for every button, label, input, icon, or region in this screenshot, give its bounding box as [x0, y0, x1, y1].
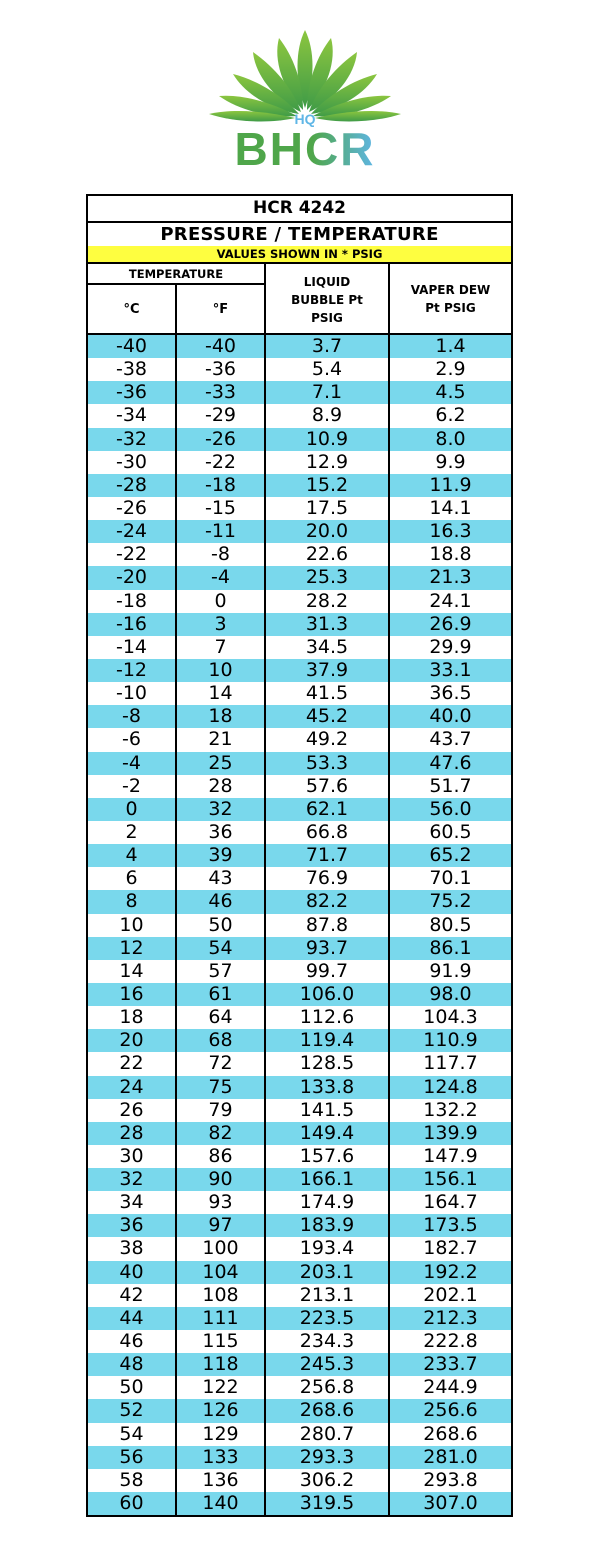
celsius-cell: -22	[88, 543, 177, 566]
fahrenheit-cell: 72	[177, 1052, 266, 1075]
vapor-psig-cell: 24.1	[429, 589, 472, 612]
celsius-cell: 30	[88, 1145, 177, 1168]
vapor-psig-cell: 56.0	[429, 797, 472, 820]
liquid-psig-cell: 193.4	[266, 1237, 390, 1260]
liquid-psig-cell: 306.2	[266, 1469, 390, 1492]
vapor-psig-cell: 11.9	[429, 473, 472, 496]
table-header	[88, 264, 511, 335]
pressure-temperature-chart	[86, 194, 513, 1517]
celsius-cell: 4	[88, 844, 177, 867]
celsius-cell: 32	[88, 1168, 177, 1191]
vapor-psig-cell: 139.9	[423, 1121, 478, 1144]
fahrenheit-cell: 0	[177, 590, 266, 613]
fahrenheit-cell: -26	[177, 428, 266, 451]
fahrenheit-cell: 126	[177, 1399, 266, 1422]
fahrenheit-cell: -11	[177, 520, 266, 543]
celsius-cell: 38	[88, 1237, 177, 1260]
liquid-psig-cell: 76.9	[266, 867, 390, 890]
liquid-psig-cell: 112.6	[266, 1006, 390, 1029]
table-row	[88, 590, 511, 613]
vapor-psig-cell: 47.6	[429, 751, 472, 774]
table-row	[88, 566, 511, 589]
fahrenheit-cell: 7	[177, 636, 266, 659]
vapor-psig-cell: 43.7	[429, 728, 472, 751]
fahrenheit-cell: 129	[177, 1423, 266, 1446]
fahrenheit-cell: 100	[177, 1237, 266, 1260]
fahrenheit-cell: 82	[177, 1122, 266, 1145]
vapor-psig-cell: 21.3	[429, 566, 472, 589]
fahrenheit-cell: 50	[177, 914, 266, 937]
liquid-header-line: LIQUID	[303, 274, 351, 289]
fahrenheit-cell: 14	[177, 682, 266, 705]
fahrenheit-cell: -22	[177, 451, 266, 474]
liquid-bubble-header	[266, 264, 390, 333]
fahrenheit-cell: 43	[177, 867, 266, 890]
leaf-logo-icon	[195, 30, 415, 170]
liquid-psig-cell: 174.9	[266, 1191, 390, 1214]
celsius-cell: -24	[88, 520, 177, 543]
celsius-cell: 52	[88, 1399, 177, 1422]
vapor-psig-cell: 80.5	[429, 913, 472, 936]
vapor-psig-cell: 1.4	[435, 335, 466, 357]
liquid-psig-cell: 149.4	[266, 1122, 390, 1145]
table-row	[88, 1261, 511, 1284]
table-row	[88, 1492, 511, 1515]
fahrenheit-cell: -15	[177, 497, 266, 520]
vapor-psig-cell: 132.2	[423, 1098, 478, 1121]
table-row	[88, 1376, 511, 1399]
liquid-psig-cell: 119.4	[266, 1029, 390, 1052]
celsius-cell: 36	[88, 1214, 177, 1237]
table-row	[88, 867, 511, 890]
fahrenheit-cell: 39	[177, 844, 266, 867]
celsius-cell: 44	[88, 1307, 177, 1330]
liquid-psig-cell: 28.2	[266, 590, 390, 613]
table-row	[88, 659, 511, 682]
table-row	[88, 497, 511, 520]
vapor-psig-cell: 40.0	[429, 705, 472, 728]
vapor-psig-cell: 16.3	[429, 520, 472, 543]
table-row	[88, 1076, 511, 1099]
liquid-header-line: BUBBLE Pt	[291, 292, 363, 307]
liquid-psig-cell: 49.2	[266, 728, 390, 751]
vapor-psig-cell: 60.5	[429, 820, 472, 843]
table-row	[88, 983, 511, 1006]
liquid-psig-cell: 10.9	[266, 428, 390, 451]
liquid-psig-cell: 8.9	[266, 404, 390, 427]
fahrenheit-cell: 3	[177, 613, 266, 636]
table-row	[88, 1099, 511, 1122]
celsius-cell: 48	[88, 1353, 177, 1376]
vapor-psig-cell: 70.1	[429, 867, 472, 890]
liquid-psig-cell: 293.3	[266, 1446, 390, 1469]
table-row	[88, 451, 511, 474]
celsius-cell: 20	[88, 1029, 177, 1052]
celsius-cell: -40	[88, 335, 177, 358]
fahrenheit-cell: 108	[177, 1284, 266, 1307]
vapor-psig-cell: 281.0	[423, 1445, 478, 1468]
svg-text:BHCR: BHCR	[234, 123, 376, 170]
fahrenheit-cell: 64	[177, 1006, 266, 1029]
vapor-psig-cell: 4.5	[435, 381, 466, 404]
fahrenheit-cell: 32	[177, 798, 266, 821]
table-row	[88, 1330, 511, 1353]
fahrenheit-cell: 61	[177, 983, 266, 1006]
liquid-psig-cell: 133.8	[266, 1076, 390, 1099]
vapor-psig-cell: 244.9	[423, 1376, 478, 1399]
fahrenheit-cell: -18	[177, 474, 266, 497]
celsius-cell: 6	[88, 867, 177, 890]
celsius-cell: -32	[88, 428, 177, 451]
chart-subtitle: PRESSURE / TEMPERATURE	[160, 224, 439, 245]
liquid-psig-cell: 37.9	[266, 659, 390, 682]
liquid-psig-cell: 3.7	[266, 335, 390, 358]
table-row	[88, 520, 511, 543]
celsius-cell: 54	[88, 1423, 177, 1446]
vapor-psig-cell: 182.7	[423, 1237, 478, 1260]
table-row	[88, 636, 511, 659]
celsius-cell: 34	[88, 1191, 177, 1214]
celsius-cell: 60	[88, 1492, 177, 1515]
table-row	[88, 1029, 511, 1052]
table-row	[88, 1052, 511, 1075]
vapor-psig-cell: 293.8	[423, 1468, 478, 1491]
fahrenheit-cell: 75	[177, 1076, 266, 1099]
vapor-psig-cell: 212.3	[423, 1306, 478, 1329]
celsius-cell: 28	[88, 1122, 177, 1145]
vapor-psig-cell: 110.9	[423, 1029, 478, 1052]
celsius-cell: -20	[88, 566, 177, 589]
fahrenheit-cell: -36	[177, 358, 266, 381]
fahrenheit-cell: -8	[177, 543, 266, 566]
table-row	[88, 1122, 511, 1145]
liquid-psig-cell: 319.5	[266, 1492, 390, 1515]
liquid-psig-cell: 20.0	[266, 520, 390, 543]
fahrenheit-cell: 115	[177, 1330, 266, 1353]
temperature-header: TEMPERATURE	[88, 264, 266, 285]
vapor-psig-cell: 2.9	[435, 358, 466, 381]
vapor-header-line: VAPER DEW	[410, 282, 491, 297]
fahrenheit-cell: 93	[177, 1191, 266, 1214]
celsius-cell: -18	[88, 590, 177, 613]
table-row	[88, 335, 511, 358]
svg-text:HQ: HQ	[294, 111, 316, 127]
table-row	[88, 844, 511, 867]
vapor-psig-cell: 164.7	[423, 1191, 478, 1214]
vapor-psig-cell: 9.9	[435, 450, 466, 473]
liquid-psig-cell: 268.6	[266, 1399, 390, 1422]
table-row	[88, 937, 511, 960]
vapor-psig-cell: 86.1	[429, 936, 472, 959]
celsius-cell: 12	[88, 937, 177, 960]
chart-title: HCR 4242	[88, 196, 511, 223]
celsius-cell: -2	[88, 775, 177, 798]
fahrenheit-cell: 140	[177, 1492, 266, 1515]
table-row	[88, 428, 511, 451]
liquid-psig-cell: 62.1	[266, 798, 390, 821]
celsius-cell: 42	[88, 1284, 177, 1307]
celsius-cell: -10	[88, 682, 177, 705]
celsius-cell: 16	[88, 983, 177, 1006]
fahrenheit-cell: 21	[177, 728, 266, 751]
celsius-cell: -34	[88, 404, 177, 427]
table-row	[88, 752, 511, 775]
vapor-psig-cell: 29.9	[429, 635, 472, 658]
fahrenheit-cell: 68	[177, 1029, 266, 1052]
vapor-psig-cell: 91.9	[429, 959, 472, 982]
bhcr-logo	[195, 30, 415, 170]
table-row	[88, 890, 511, 913]
celsius-cell: -8	[88, 705, 177, 728]
fahrenheit-cell: -40	[177, 335, 266, 358]
liquid-psig-cell: 45.2	[266, 705, 390, 728]
liquid-psig-cell: 57.6	[266, 775, 390, 798]
table-row	[88, 682, 511, 705]
table-row	[88, 358, 511, 381]
table-row	[88, 1145, 511, 1168]
liquid-psig-cell: 5.4	[266, 358, 390, 381]
table-row	[88, 1446, 511, 1469]
celsius-cell: -16	[88, 613, 177, 636]
vapor-dew-header	[390, 264, 511, 333]
table-row	[88, 1423, 511, 1446]
celsius-cell: 40	[88, 1261, 177, 1284]
liquid-psig-cell: 183.9	[266, 1214, 390, 1237]
table-row	[88, 543, 511, 566]
liquid-psig-cell: 99.7	[266, 960, 390, 983]
celsius-cell: 18	[88, 1006, 177, 1029]
liquid-psig-cell: 245.3	[266, 1353, 390, 1376]
fahrenheit-cell: 54	[177, 937, 266, 960]
fahrenheit-cell: 90	[177, 1168, 266, 1191]
liquid-psig-cell: 7.1	[266, 381, 390, 404]
liquid-psig-cell: 166.1	[266, 1168, 390, 1191]
celsius-cell: -38	[88, 358, 177, 381]
table-row	[88, 1191, 511, 1214]
celsius-cell: 10	[88, 914, 177, 937]
celsius-cell: -28	[88, 474, 177, 497]
fahrenheit-cell: 136	[177, 1469, 266, 1492]
liquid-header-line: PSIG	[311, 310, 343, 325]
liquid-psig-cell: 203.1	[266, 1261, 390, 1284]
liquid-psig-cell: 106.0	[266, 983, 390, 1006]
celsius-cell: 2	[88, 821, 177, 844]
table-row	[88, 1307, 511, 1330]
vapor-psig-cell: 233.7	[423, 1353, 478, 1376]
liquid-psig-cell: 280.7	[266, 1423, 390, 1446]
table-row	[88, 1237, 511, 1260]
celsius-cell: 14	[88, 960, 177, 983]
vapor-psig-cell: 222.8	[423, 1330, 478, 1353]
vapor-psig-cell: 18.8	[429, 543, 472, 566]
vapor-psig-cell: 104.3	[423, 1006, 478, 1029]
fahrenheit-cell: 10	[177, 659, 266, 682]
liquid-psig-cell: 157.6	[266, 1145, 390, 1168]
celsius-cell: 0	[88, 798, 177, 821]
table-body	[88, 335, 511, 1515]
liquid-psig-cell: 41.5	[266, 682, 390, 705]
table-row	[88, 798, 511, 821]
celsius-cell: 46	[88, 1330, 177, 1353]
table-row	[88, 821, 511, 844]
table-row	[88, 960, 511, 983]
liquid-psig-cell: 87.8	[266, 914, 390, 937]
vapor-psig-cell: 256.6	[423, 1399, 478, 1422]
units-note: VALUES SHOWN IN * PSIG	[88, 246, 511, 264]
celsius-cell: 50	[88, 1376, 177, 1399]
vapor-psig-cell: 124.8	[423, 1075, 478, 1098]
vapor-psig-cell: 33.1	[429, 658, 472, 681]
fahrenheit-cell: -33	[177, 381, 266, 404]
fahrenheit-cell: 36	[177, 821, 266, 844]
vapor-psig-cell: 51.7	[429, 774, 472, 797]
table-row	[88, 1399, 511, 1422]
vapor-psig-cell: 268.6	[423, 1422, 478, 1445]
liquid-psig-cell: 53.3	[266, 752, 390, 775]
vapor-psig-cell: 14.1	[429, 496, 472, 519]
vapor-psig-cell: 202.1	[423, 1283, 478, 1306]
celsius-cell: -14	[88, 636, 177, 659]
liquid-psig-cell: 213.1	[266, 1284, 390, 1307]
fahrenheit-cell: 97	[177, 1214, 266, 1237]
fahrenheit-cell: 28	[177, 775, 266, 798]
vapor-psig-cell: 173.5	[423, 1214, 478, 1237]
liquid-psig-cell: 34.5	[266, 636, 390, 659]
table-row	[88, 728, 511, 751]
table-row	[88, 1469, 511, 1492]
celsius-cell: 56	[88, 1446, 177, 1469]
celsius-cell: 58	[88, 1469, 177, 1492]
table-row	[88, 1006, 511, 1029]
vapor-psig-cell: 75.2	[429, 890, 472, 913]
fahrenheit-header: °F	[177, 285, 266, 333]
celsius-cell: -6	[88, 728, 177, 751]
celsius-cell: 24	[88, 1076, 177, 1099]
table-row	[88, 404, 511, 427]
liquid-psig-cell: 82.2	[266, 890, 390, 913]
fahrenheit-cell: 133	[177, 1446, 266, 1469]
vapor-psig-cell: 192.2	[423, 1260, 478, 1283]
table-row	[88, 914, 511, 937]
fahrenheit-cell: 25	[177, 752, 266, 775]
table-row	[88, 613, 511, 636]
fahrenheit-cell: 111	[177, 1307, 266, 1330]
liquid-psig-cell: 128.5	[266, 1052, 390, 1075]
liquid-psig-cell: 25.3	[266, 566, 390, 589]
liquid-psig-cell: 66.8	[266, 821, 390, 844]
fahrenheit-cell: 104	[177, 1261, 266, 1284]
liquid-psig-cell: 31.3	[266, 613, 390, 636]
table-row	[88, 705, 511, 728]
vapor-psig-cell: 156.1	[423, 1168, 478, 1191]
liquid-psig-cell: 17.5	[266, 497, 390, 520]
liquid-psig-cell: 223.5	[266, 1307, 390, 1330]
fahrenheit-cell: 79	[177, 1099, 266, 1122]
liquid-psig-cell: 22.6	[266, 543, 390, 566]
vapor-header-line: Pt PSIG	[425, 300, 476, 315]
fahrenheit-cell: -29	[177, 404, 266, 427]
table-row	[88, 775, 511, 798]
celsius-cell: 8	[88, 890, 177, 913]
celsius-cell: 26	[88, 1099, 177, 1122]
fahrenheit-cell: 18	[177, 705, 266, 728]
fahrenheit-cell: 86	[177, 1145, 266, 1168]
celsius-cell: 22	[88, 1052, 177, 1075]
liquid-psig-cell: 141.5	[266, 1099, 390, 1122]
vapor-psig-cell: 8.0	[435, 427, 466, 450]
liquid-psig-cell: 12.9	[266, 451, 390, 474]
vapor-psig-cell: 98.0	[429, 982, 472, 1005]
celsius-cell: -36	[88, 381, 177, 404]
liquid-psig-cell: 15.2	[266, 474, 390, 497]
fahrenheit-cell: 57	[177, 960, 266, 983]
celsius-cell: -26	[88, 497, 177, 520]
fahrenheit-cell: 46	[177, 890, 266, 913]
fahrenheit-cell: 122	[177, 1376, 266, 1399]
celsius-header: °C	[88, 285, 177, 333]
vapor-psig-cell: 26.9	[429, 612, 472, 635]
fahrenheit-cell: 118	[177, 1353, 266, 1376]
fahrenheit-cell: -4	[177, 566, 266, 589]
liquid-psig-cell: 71.7	[266, 844, 390, 867]
vapor-psig-cell: 117.7	[423, 1052, 478, 1075]
liquid-psig-cell: 256.8	[266, 1376, 390, 1399]
table-row	[88, 1168, 511, 1191]
vapor-psig-cell: 307.0	[423, 1492, 478, 1515]
liquid-psig-cell: 234.3	[266, 1330, 390, 1353]
table-row	[88, 1353, 511, 1376]
vapor-psig-cell: 36.5	[429, 682, 472, 705]
table-row	[88, 381, 511, 404]
vapor-psig-cell: 147.9	[423, 1144, 478, 1167]
celsius-cell: -30	[88, 451, 177, 474]
celsius-cell: -12	[88, 659, 177, 682]
table-row	[88, 1284, 511, 1307]
celsius-cell: -4	[88, 752, 177, 775]
liquid-psig-cell: 93.7	[266, 937, 390, 960]
vapor-psig-cell: 65.2	[429, 844, 472, 867]
table-row	[88, 474, 511, 497]
vapor-psig-cell: 6.2	[435, 404, 466, 427]
table-row	[88, 1214, 511, 1237]
